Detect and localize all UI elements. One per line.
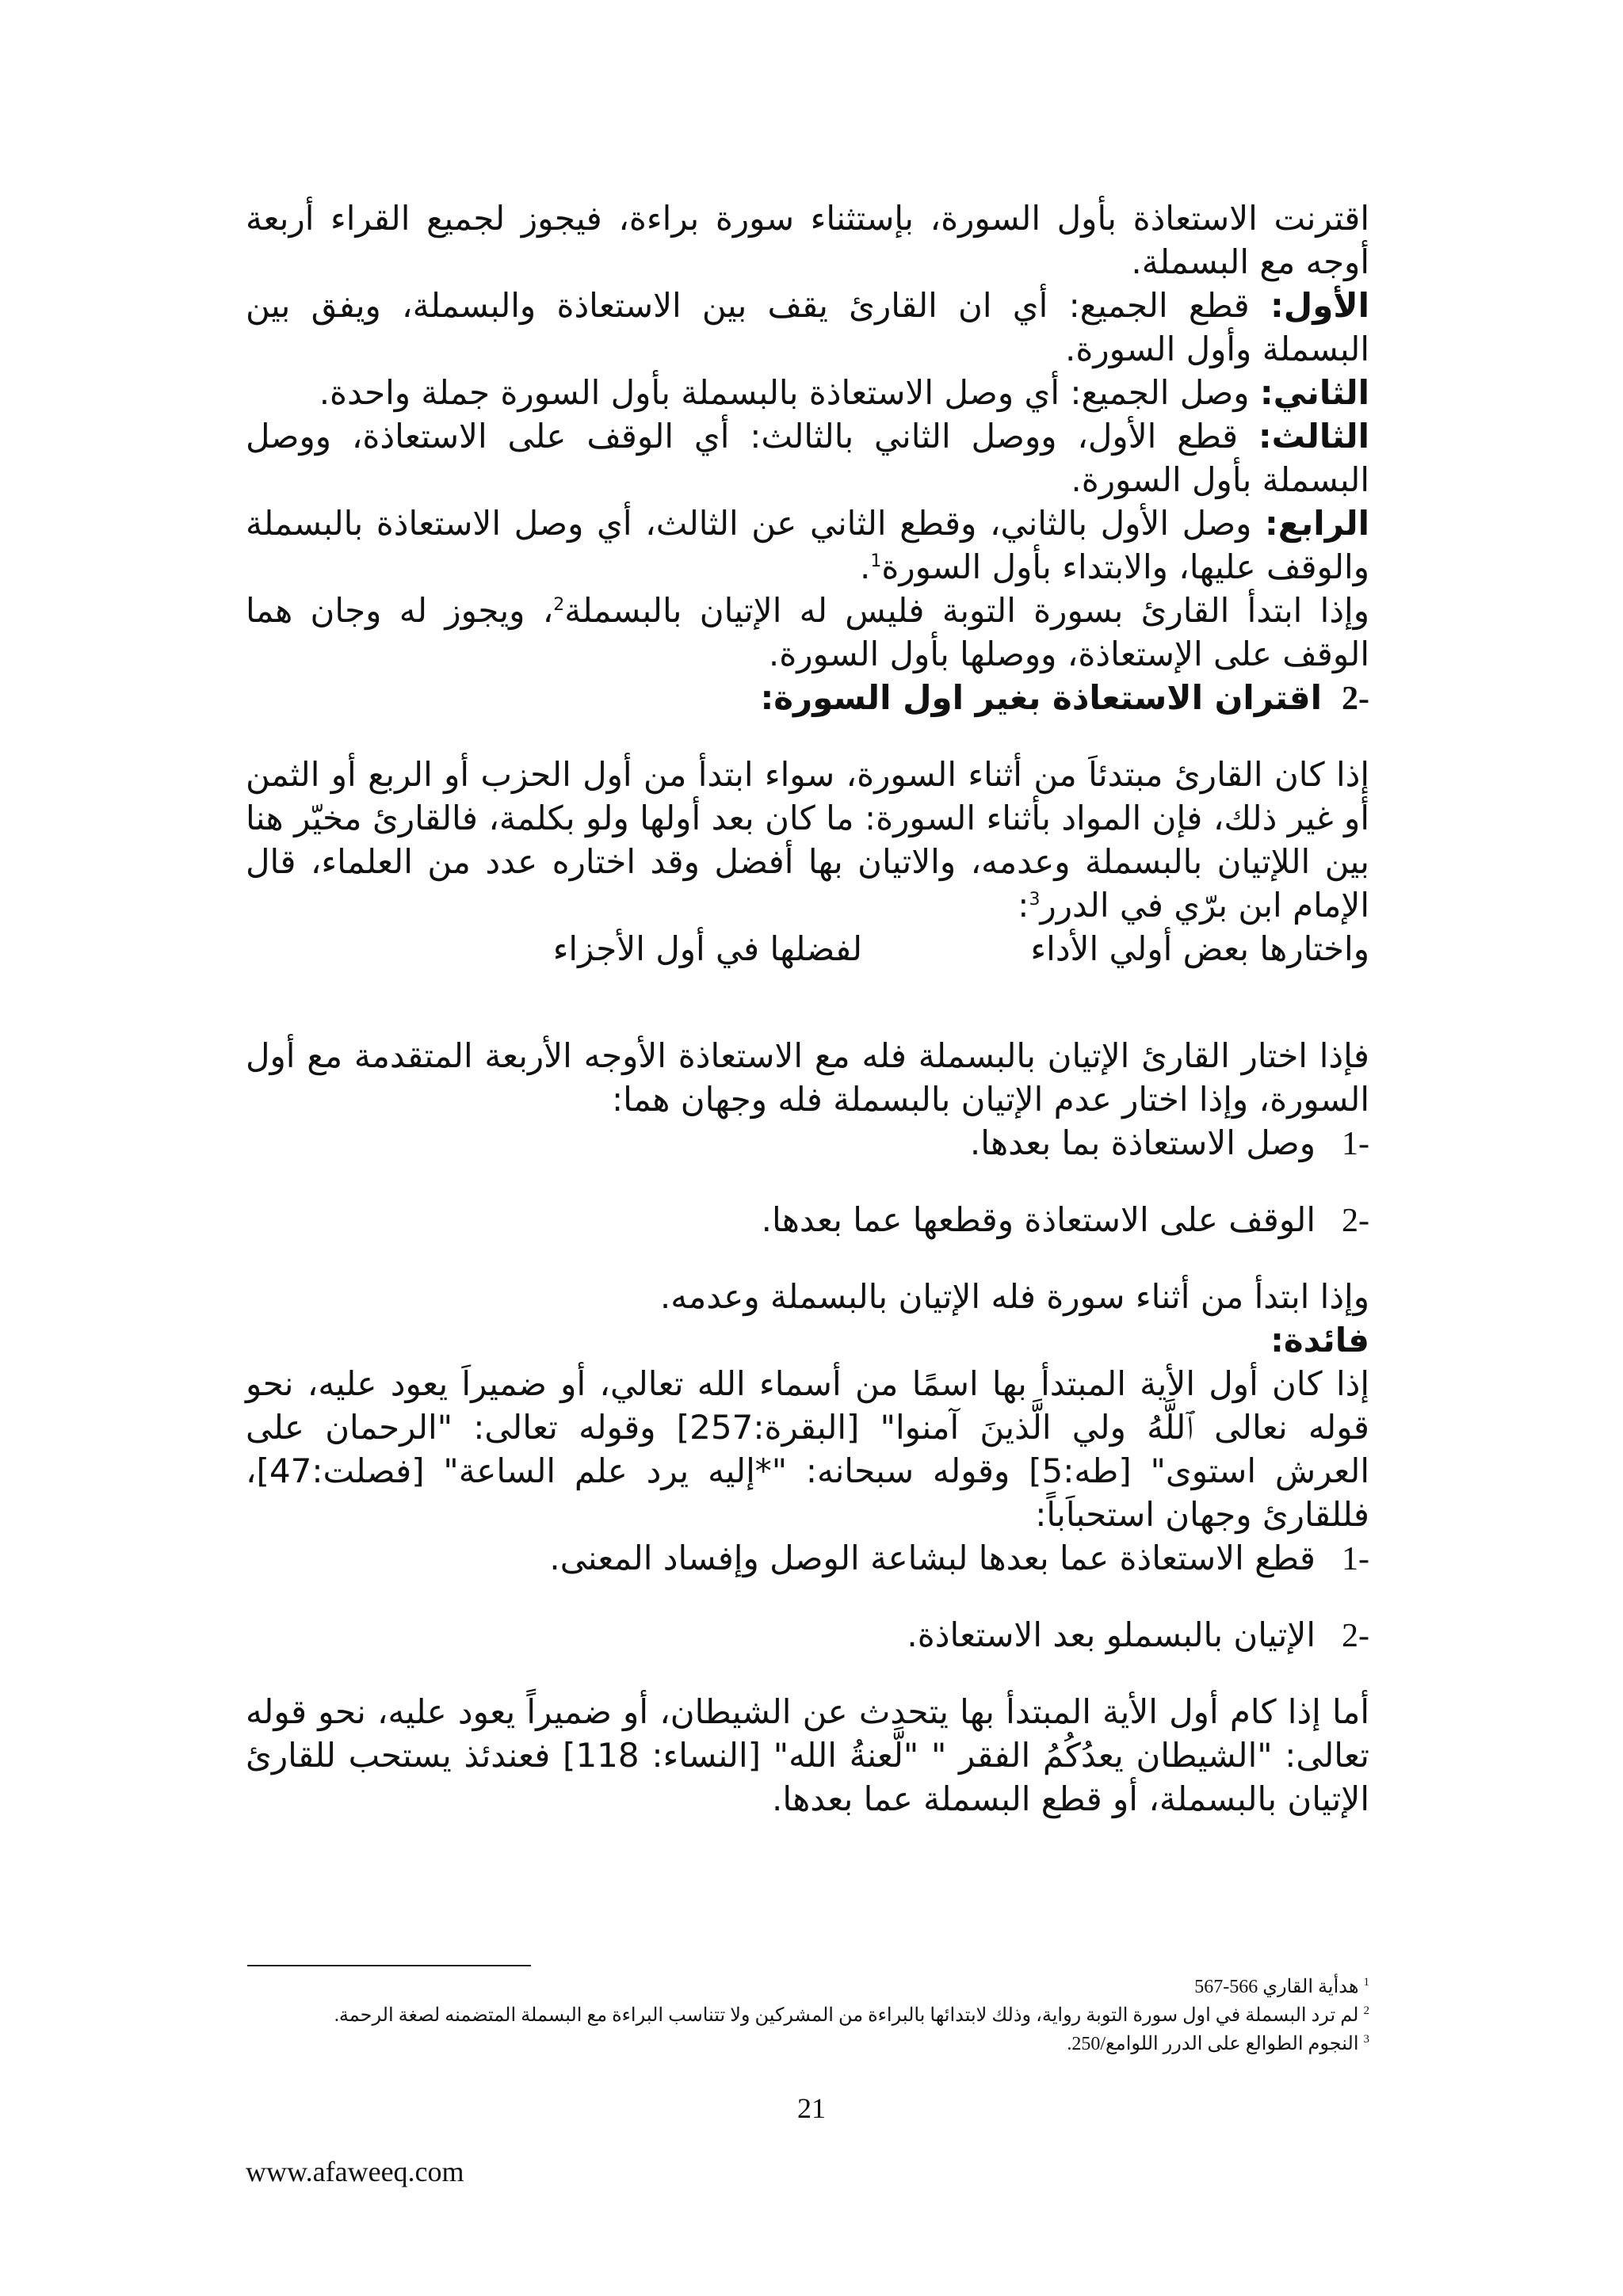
faida-heading: فائدة:: [1270, 1321, 1369, 1360]
paragraph-middle-start: وإذا ابتدأ من أثناء سورة فله الإتيان بالبسملة وعدمه.: [659, 1277, 1369, 1316]
list-text: الوقف على الاستعاذة وقطعها عما بعدها.: [761, 1200, 1316, 1239]
list-item: [246, 1121, 1369, 1166]
section-heading: [246, 676, 1369, 721]
footnote-1: [246, 1973, 1369, 2001]
list-item: [246, 1613, 1369, 1658]
list-number: -1: [1342, 1126, 1369, 1162]
verse-second-hemistich: لفضلها في أول الأجزاء: [552, 929, 862, 968]
text-middle-surah: إذا كان القارئ مبتدئاَ من أثناء السورة، سواء ابتدأ من أول الحزب أو الربع أو الثمن أو غير ذلك، فإن المواد بأثناء السورة: ما كان بعد أولها ولو بكلمة، فالقارئ مخيّر هنا بين اللإتيان بالبسملة وعدمه، والاتيان بها أفضل وقد اختاره عدد من العلماء، قال الإمام ابن برّي في الدرر: [246, 755, 1369, 925]
list-number: -1: [1342, 1541, 1369, 1577]
paragraph-third-way: [246, 414, 1369, 502]
list-text: قطع الاستعاذة عما بعدها لبشاعة الوصل وإفساد المعنى.: [549, 1539, 1316, 1577]
paragraph-fourth-way: [246, 502, 1369, 589]
list-item: [246, 1536, 1369, 1581]
paragraph-names-of-allah: إذا كان أول الأية المبتدأ بها اسمًا من أسماء الله تعالي، أو ضميراَ يعود عليه، نحو قوله نعالى ﭐللَّهُ ولي الَّذينَ آمنوا" [البقرة:257] وقوله تعالى: "الرحمان على العرش استوى" [طه:5] وقوله سبحانه: "*إليه يرد علم الساعة" [فصلت:47]، فللقارئ وجهان استحباَباً:: [246, 1364, 1370, 1534]
text-fourth: وصل الأول بالثاني، وقطع الثاني عن الثالث، أي وصل الاستعاذة بالبسملة والوقف عليها، والابتداء بأول السورة: [246, 504, 1369, 586]
label-first: الأول:: [1270, 286, 1369, 325]
footnote-text: النجوم الطوالع على الدرر اللوامع/250.: [1067, 2034, 1364, 2054]
paragraph-intro: اقترنت الاستعاذة بأول السورة، بإستثناء سورة براءة، فيجوز لجميع القراء أربعة أوجه مع البسملة.: [246, 199, 1369, 281]
footnote-number: 3: [1363, 2033, 1369, 2046]
footnote-number: 1: [1363, 1976, 1369, 1989]
list-text: الإتيان بالبسملو بعد الاستعاذة.: [907, 1615, 1316, 1654]
text-second: وصل الجميع: أي وصل الاستعاذة بالبسملة بأول السورة جملة واحدة.: [319, 373, 1260, 412]
text-tawba: وإذا ابتدأ القارئ بسورة التوبة فليس له الإتيان بالبسملة: [564, 591, 1369, 630]
text-tawba-end: ، ويجوز له وجان هما الوقف على الإستعاذة، ووصلها بأول السورة.: [246, 591, 1369, 673]
footnote-ref-2[interactable]: 2: [553, 595, 565, 615]
website-link[interactable]: www.afaweeq.com: [246, 2156, 464, 2187]
paragraph-middle-surah: [246, 753, 1369, 927]
verse-first-hemistich: واختارها بعض أولي الأداء: [1030, 929, 1369, 968]
paragraph-shaytan: أما إذا كام أول الأية المبتدأ بها يتحدث عن الشيطان، أو ضميراً يعود عليه، نحو قوله تعالى: "الشيطان يعدُكُمُ الفقر " "لَّعنةُ الله" [النساء: 118] فعندئذ يستحب للقارئ الإتيان بالبسملة، أو قطع البسملة عما بعدها.: [246, 1692, 1369, 1818]
footnotes: [246, 1973, 1369, 2058]
footnote-number: 2: [1363, 2004, 1369, 2017]
footnote-text: لم ترد البسملة في اول سورة التوبة رواية، وذلك لابتدائها بالبراءة من المشركين ولا تتناسب البراءة مع البسملة المتضمنه لصغة الرحمة.: [334, 2005, 1364, 2026]
footnote-ref-3[interactable]: 3: [1029, 890, 1041, 910]
footnote-ref-1[interactable]: 1: [870, 551, 882, 571]
text-third: قطع الأول، ووصل الثاني بالثالث: أي الوقف على الاستعاذة، ووصل البسملة بأول السورة.: [246, 417, 1369, 499]
page-number: 21: [797, 2092, 826, 2124]
label-fourth: الرابع:: [1265, 504, 1369, 543]
faida-label: [246, 1318, 1369, 1362]
heading-number: -2: [1342, 681, 1369, 717]
text-middle-surah-end: :: [1018, 886, 1029, 925]
paragraph-first-way: [246, 284, 1369, 371]
footnote-3: [246, 2030, 1369, 2058]
list-number: -2: [1342, 1203, 1369, 1239]
paragraph-second-way: [246, 371, 1369, 414]
main-text: [246, 196, 1369, 1821]
footnote-2: [246, 2001, 1369, 2030]
label-third: الثالث:: [1258, 417, 1369, 456]
heading-text: اقتران الاستعاذة بغير اول السورة:: [760, 678, 1322, 717]
poem-verse: [246, 927, 1369, 971]
list-number: -2: [1342, 1618, 1369, 1654]
list-text: وصل الاستعاذة بما بعدها.: [969, 1123, 1316, 1162]
paragraph-tawba: [246, 589, 1369, 676]
label-second: الثاني:: [1259, 373, 1369, 412]
footnote-text: هدأية القاري 566-567: [1194, 1977, 1364, 1997]
text-fourth-end: .: [859, 547, 871, 586]
footnote-divider: [247, 1965, 531, 1966]
text-first: قطع الجميع: أي ان القارئ يقف بين الاستعاذة والبسملة، ويفق بين البسملة وأول السورة.: [246, 286, 1369, 368]
paragraph-choice: فإذا اختار القارئ الإتيان بالبسملة فله مع الاستعاذة الأوجه الأربعة المتقدمة مع أول السورة، وإذا اختار عدم الإتيان بالبسملة فله وجهان هما:: [246, 1036, 1369, 1119]
list-item: [246, 1198, 1369, 1243]
